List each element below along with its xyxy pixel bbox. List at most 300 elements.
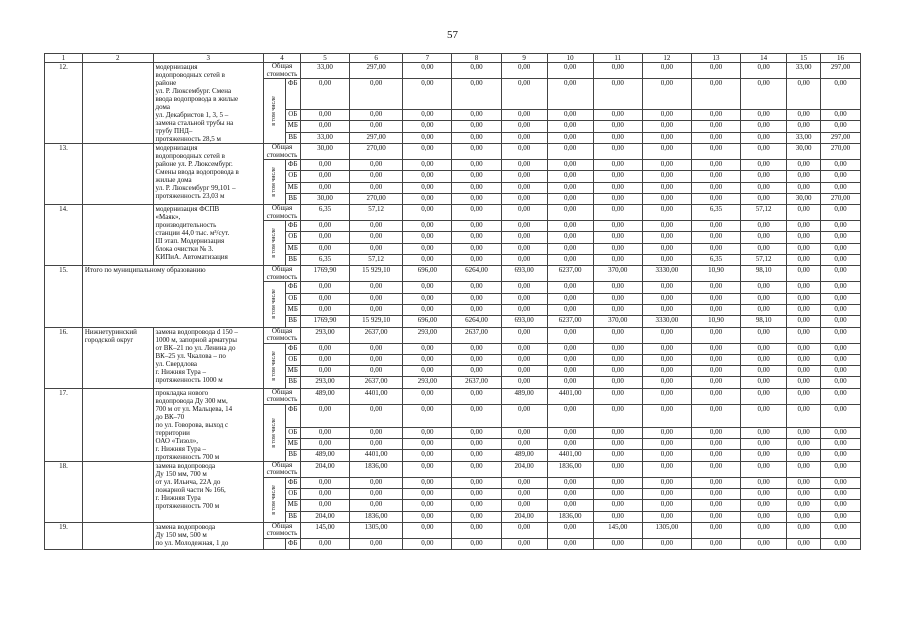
fund-value: 693,00 [501,316,547,327]
fund-value: 0,00 [820,343,860,354]
total-value: 0,00 [691,327,740,343]
fund-value: 0,00 [452,427,501,438]
column-header: 14 [741,54,787,63]
fund-value: 0,00 [501,343,547,354]
header-row [45,54,861,63]
fund-value: 0,00 [787,255,821,266]
fund-value: 0,00 [350,232,403,243]
fund-value: 0,00 [741,171,787,182]
fund-value: 0,00 [741,160,787,171]
total-value: 1305,00 [642,522,691,538]
fund-value: 0,00 [452,110,501,121]
fund-value: 0,00 [300,489,349,500]
fund-value: 0,00 [593,439,642,450]
fund-value: 0,00 [691,221,740,232]
fund-value: 0,00 [741,182,787,193]
fund-value: 0,00 [350,304,403,315]
total-value: 0,00 [642,327,691,343]
fund-value: 0,00 [642,255,691,266]
fund-value: 0,00 [593,366,642,377]
fund-value: 0,00 [593,489,642,500]
fund-value: 0,00 [403,182,452,193]
fund-value: 0,00 [501,477,547,488]
fund-value: 0,00 [820,450,860,461]
fund-value: 0,00 [593,477,642,488]
fund-value: 0,00 [501,255,547,266]
entry-number: 14. [45,205,83,266]
total-value: 0,00 [820,327,860,343]
fund-value: 0,00 [820,354,860,365]
fund-value: 0,00 [741,366,787,377]
fund-value: 0,00 [403,500,452,511]
fund-value: 0,00 [820,121,860,132]
total-value: 0,00 [820,522,860,538]
total-value: 0,00 [642,205,691,221]
fund-value: 0,00 [787,377,821,388]
total-value: 0,00 [741,63,787,79]
fund-source: ВБ [285,511,300,522]
in-that-label [264,221,286,266]
total-value: 0,00 [452,388,501,404]
fund-source: ОБ [285,110,300,121]
fund-value: 0,00 [691,243,740,254]
fund-value: 0,00 [547,243,593,254]
fund-value: 0,00 [452,404,501,427]
fund-value: 0,00 [820,304,860,315]
fund-value: 0,00 [787,110,821,121]
total-cost-label: Общая стоимость [264,144,301,160]
fund-value: 0,00 [452,243,501,254]
entry-number: 19. [45,522,83,549]
fund-value: 0,00 [452,160,501,171]
fund-source: ВБ [285,316,300,327]
fund-value: 0,00 [642,221,691,232]
fund-value: 0,00 [501,489,547,500]
fund-value: 0,00 [820,160,860,171]
fund-value: 0,00 [820,293,860,304]
total-value: 0,00 [741,144,787,160]
entry-total-row [45,327,861,343]
total-value: 0,00 [547,144,593,160]
column-header: 11 [593,54,642,63]
fund-value: 0,00 [452,132,501,143]
total-value: 0,00 [403,522,452,538]
fund-value: 0,00 [350,79,403,110]
fund-value: 0,00 [501,121,547,132]
total-value: 0,00 [741,522,787,538]
column-header: 10 [547,54,593,63]
fund-value: 0,00 [642,343,691,354]
total-value: 0,00 [501,522,547,538]
fund-value: 0,00 [642,404,691,427]
fund-value: 0,00 [820,427,860,438]
total-value: 98,10 [741,266,787,282]
fund-value: 0,00 [403,511,452,522]
fund-value: 0,00 [350,110,403,121]
fund-value: 0,00 [741,404,787,427]
fund-value: 0,00 [300,110,349,121]
fund-source: ФБ [285,404,300,427]
fund-value: 0,00 [501,500,547,511]
total-value: 33,00 [300,63,349,79]
fund-value: 0,00 [452,121,501,132]
investment-table [44,53,861,550]
total-value: 2637,00 [452,327,501,343]
fund-value: 0,00 [547,377,593,388]
fund-value: 0,00 [593,193,642,204]
fund-value: 0,00 [403,404,452,427]
fund-value: 0,00 [820,366,860,377]
total-value: 270,00 [350,144,403,160]
fund-source: МБ [285,304,300,315]
total-value: 145,00 [300,522,349,538]
column-header: 3 [153,54,264,63]
fund-value: 0,00 [787,366,821,377]
municipality-cell [82,388,153,461]
fund-value: 0,00 [350,343,403,354]
fund-value: 0,00 [452,366,501,377]
entry-number: 17. [45,388,83,461]
total-value: 297,00 [350,63,403,79]
total-value: 0,00 [593,205,642,221]
total-value: 370,00 [593,266,642,282]
column-header: 8 [452,54,501,63]
fund-value: 0,00 [691,427,740,438]
fund-value: 0,00 [741,354,787,365]
fund-source: ВБ [285,255,300,266]
total-cost-label: Общая стоимость [264,205,301,221]
fund-value: 0,00 [787,160,821,171]
fund-value: 0,00 [691,439,740,450]
fund-value: 0,00 [350,500,403,511]
total-value: 0,00 [787,388,821,404]
municipality-cell [82,461,153,522]
total-value: 0,00 [642,63,691,79]
fund-value: 0,00 [300,232,349,243]
fund-value: 0,00 [820,282,860,293]
fund-value: 0,00 [642,511,691,522]
total-value: 57,12 [350,205,403,221]
fund-value: 0,00 [691,489,740,500]
fund-value: 0,00 [642,243,691,254]
fund-value: 489,00 [501,450,547,461]
total-value: 1836,00 [350,461,403,477]
fund-value: 0,00 [350,293,403,304]
fund-value: 0,00 [350,538,403,549]
total-value: 0,00 [691,388,740,404]
fund-value: 0,00 [787,293,821,304]
fund-value: 0,00 [691,110,740,121]
fund-value: 0,00 [501,221,547,232]
fund-value: 0,00 [300,404,349,427]
fund-source: МБ [285,439,300,450]
fund-value: 297,00 [820,132,860,143]
entry-total-row [45,266,861,282]
fund-value: 0,00 [547,282,593,293]
fund-value: 10,90 [691,316,740,327]
fund-value: 0,00 [501,404,547,427]
fund-value: 0,00 [350,427,403,438]
fund-value: 0,00 [403,171,452,182]
fund-value: 0,00 [787,404,821,427]
fund-value: 4401,00 [350,450,403,461]
fund-value: 0,00 [820,255,860,266]
fund-value: 0,00 [820,404,860,427]
total-value: 0,00 [691,144,740,160]
fund-value: 0,00 [691,304,740,315]
total-value: 0,00 [593,388,642,404]
fund-value: 0,00 [350,477,403,488]
fund-value: 0,00 [642,439,691,450]
fund-value: 0,00 [452,193,501,204]
fund-value: 6237,00 [547,316,593,327]
fund-source: ОБ [285,293,300,304]
fund-value: 0,00 [642,293,691,304]
fund-value: 0,00 [547,132,593,143]
fund-value: 0,00 [820,171,860,182]
fund-value: 0,00 [787,343,821,354]
total-value: 0,00 [547,63,593,79]
total-value: 33,00 [787,63,821,79]
total-value: 0,00 [642,388,691,404]
fund-value: 0,00 [403,121,452,132]
fund-value: 6264,00 [452,316,501,327]
fund-value: 0,00 [547,439,593,450]
fund-value: 0,00 [452,489,501,500]
fund-value: 0,00 [547,477,593,488]
fund-value: 0,00 [452,293,501,304]
fund-source: ОБ [285,232,300,243]
total-value: 696,00 [403,266,452,282]
fund-value: 0,00 [642,477,691,488]
fund-value: 0,00 [547,171,593,182]
total-value: 0,00 [403,461,452,477]
total-value: 0,00 [501,205,547,221]
fund-value: 0,00 [403,354,452,365]
total-value: 0,00 [452,63,501,79]
fund-value: 0,00 [787,171,821,182]
fund-value: 0,00 [820,500,860,511]
fund-value: 0,00 [691,366,740,377]
fund-value: 0,00 [403,221,452,232]
fund-value: 0,00 [547,182,593,193]
in-that-text: в том числе [271,485,278,515]
fund-value: 0,00 [691,232,740,243]
fund-value: 0,00 [820,316,860,327]
fund-value: 0,00 [593,500,642,511]
total-value: 0,00 [787,205,821,221]
fund-value: 0,00 [787,500,821,511]
fund-value: 0,00 [452,500,501,511]
fund-value: 0,00 [741,538,787,549]
total-value: 1836,00 [547,461,593,477]
column-header: 5 [300,54,349,63]
fund-value: 0,00 [300,477,349,488]
fund-value: 0,00 [741,450,787,461]
fund-value: 0,00 [787,316,821,327]
total-value: 0,00 [547,327,593,343]
fund-value: 0,00 [350,366,403,377]
fund-value: 0,00 [593,293,642,304]
fund-value: 0,00 [350,221,403,232]
fund-value: 0,00 [300,304,349,315]
fund-value: 0,00 [501,79,547,110]
fund-value: 0,00 [501,354,547,365]
fund-source: ОБ [285,354,300,365]
fund-value: 0,00 [452,282,501,293]
fund-value: 0,00 [350,489,403,500]
fund-value: 0,00 [547,354,593,365]
total-value: 0,00 [593,63,642,79]
fund-value: 0,00 [501,427,547,438]
entry-total-row [45,388,861,404]
measure-name: замена водопровода Ду 150 мм, 500 м по ул. Молодежная, 1 до [153,522,264,549]
fund-value: 0,00 [820,377,860,388]
fund-value: 0,00 [300,121,349,132]
municipality-cell [82,522,153,549]
fund-value: 0,00 [691,293,740,304]
column-header: 16 [820,54,860,63]
total-value: 0,00 [501,63,547,79]
entry-number: 16. [45,327,83,388]
total-value: 0,00 [642,461,691,477]
fund-value: 0,00 [741,110,787,121]
total-value: 0,00 [820,461,860,477]
fund-value: 0,00 [547,404,593,427]
total-value: 0,00 [547,522,593,538]
fund-value: 33,00 [787,132,821,143]
fund-value: 0,00 [452,450,501,461]
fund-value: 0,00 [642,489,691,500]
measure-name: модернизация водопроводных сетей в районе ул. Р. Люксембург. Смены ввода водопровода в жилые дома ул. Р. Люксембург 99,101 – протяженность 23,03 м [153,144,264,205]
fund-value: 0,00 [300,282,349,293]
fund-value: 0,00 [501,304,547,315]
total-value: 0,00 [452,461,501,477]
fund-value: 0,00 [403,477,452,488]
total-value: 0,00 [593,461,642,477]
column-header: 9 [501,54,547,63]
fund-value: 0,00 [452,79,501,110]
fund-value: 0,00 [741,511,787,522]
fund-value: 0,00 [691,377,740,388]
fund-source: МБ [285,182,300,193]
fund-source: ФБ [285,282,300,293]
fund-value: 0,00 [820,477,860,488]
fund-value: 0,00 [691,171,740,182]
fund-value: 0,00 [547,538,593,549]
fund-value: 1836,00 [350,511,403,522]
fund-value: 0,00 [642,171,691,182]
municipality-cell [82,144,153,205]
total-value: 10,90 [691,266,740,282]
total-value: 0,00 [787,522,821,538]
fund-value: 0,00 [403,366,452,377]
total-value: 0,00 [403,205,452,221]
municipality-cell [82,205,153,266]
fund-value: 0,00 [350,354,403,365]
measure-name: замена водопровода Ду 150 мм, 700 м от ул. Ильича, 22А до пожарной части № 166, г. Нижняя Тура протяженность 700 м [153,461,264,522]
fund-value: 0,00 [403,160,452,171]
fund-value: 0,00 [741,79,787,110]
fund-value: 0,00 [547,110,593,121]
fund-value: 0,00 [403,193,452,204]
fund-value: 0,00 [787,282,821,293]
total-cost-label: Общая стоимость [264,266,301,282]
fund-value: 0,00 [350,282,403,293]
fund-value: 0,00 [642,121,691,132]
fund-value: 0,00 [691,450,740,461]
in-that-text: в том числе [271,228,278,259]
in-that-text: в том числе [271,96,278,126]
fund-value: 0,00 [642,282,691,293]
fund-value: 696,00 [403,316,452,327]
fund-value: 0,00 [691,282,740,293]
column-header: 1 [45,54,83,63]
fund-value: 0,00 [547,232,593,243]
in-that-label [264,160,286,205]
fund-value: 0,00 [300,427,349,438]
total-value: 0,00 [593,327,642,343]
fund-value: 0,00 [350,160,403,171]
measure-name: модернизация ФСПВ «Маяк», производительность станции 44,0 тыс. м³/сут. III этап. Модернизация блока очистки № 3. КИПиА. Автоматизация [153,205,264,266]
fund-value: 0,00 [820,243,860,254]
fund-value: 0,00 [642,354,691,365]
total-value: 0,00 [741,461,787,477]
entry-total-row [45,144,861,160]
fund-value: 0,00 [501,132,547,143]
fund-value: 0,00 [501,160,547,171]
total-value: 30,00 [787,144,821,160]
fund-value: 0,00 [452,538,501,549]
fund-value: 0,00 [691,500,740,511]
total-cost-label: Общая стоимость [264,327,301,343]
in-that-label [264,538,286,549]
fund-value: 0,00 [300,79,349,110]
column-header: 7 [403,54,452,63]
fund-value: 0,00 [691,354,740,365]
column-header: 12 [642,54,691,63]
in-that-label [264,79,286,144]
fund-source: ФБ [285,343,300,354]
total-value: 0,00 [741,388,787,404]
measure-name: прокладка нового водопровода Ду 300 мм, 700 м от ул. Мальцева, 14 до ВК–70 по ул. Говорова, выход с территории ОАО «Тизол», г. Нижняя Тура – протяженность 700 м [153,388,264,461]
fund-value: 0,00 [350,182,403,193]
fund-value: 0,00 [642,132,691,143]
fund-value: 0,00 [741,439,787,450]
fund-value: 0,00 [642,377,691,388]
fund-value: 0,00 [593,282,642,293]
fund-value: 0,00 [741,232,787,243]
fund-value: 0,00 [642,450,691,461]
fund-value: 0,00 [300,221,349,232]
fund-value: 0,00 [787,221,821,232]
fund-source: МБ [285,243,300,254]
fund-value: 0,00 [820,110,860,121]
fund-value: 0,00 [403,538,452,549]
fund-value: 0,00 [403,439,452,450]
total-value: 489,00 [501,388,547,404]
fund-value: 0,00 [593,377,642,388]
fund-value: 0,00 [642,538,691,549]
fund-value: 98,10 [741,316,787,327]
fund-value: 0,00 [593,182,642,193]
total-value: 0,00 [691,63,740,79]
fund-value: 6,35 [691,255,740,266]
total-value: 204,00 [501,461,547,477]
fund-source: МБ [285,366,300,377]
fund-value: 0,00 [501,182,547,193]
fund-value: 0,00 [300,243,349,254]
